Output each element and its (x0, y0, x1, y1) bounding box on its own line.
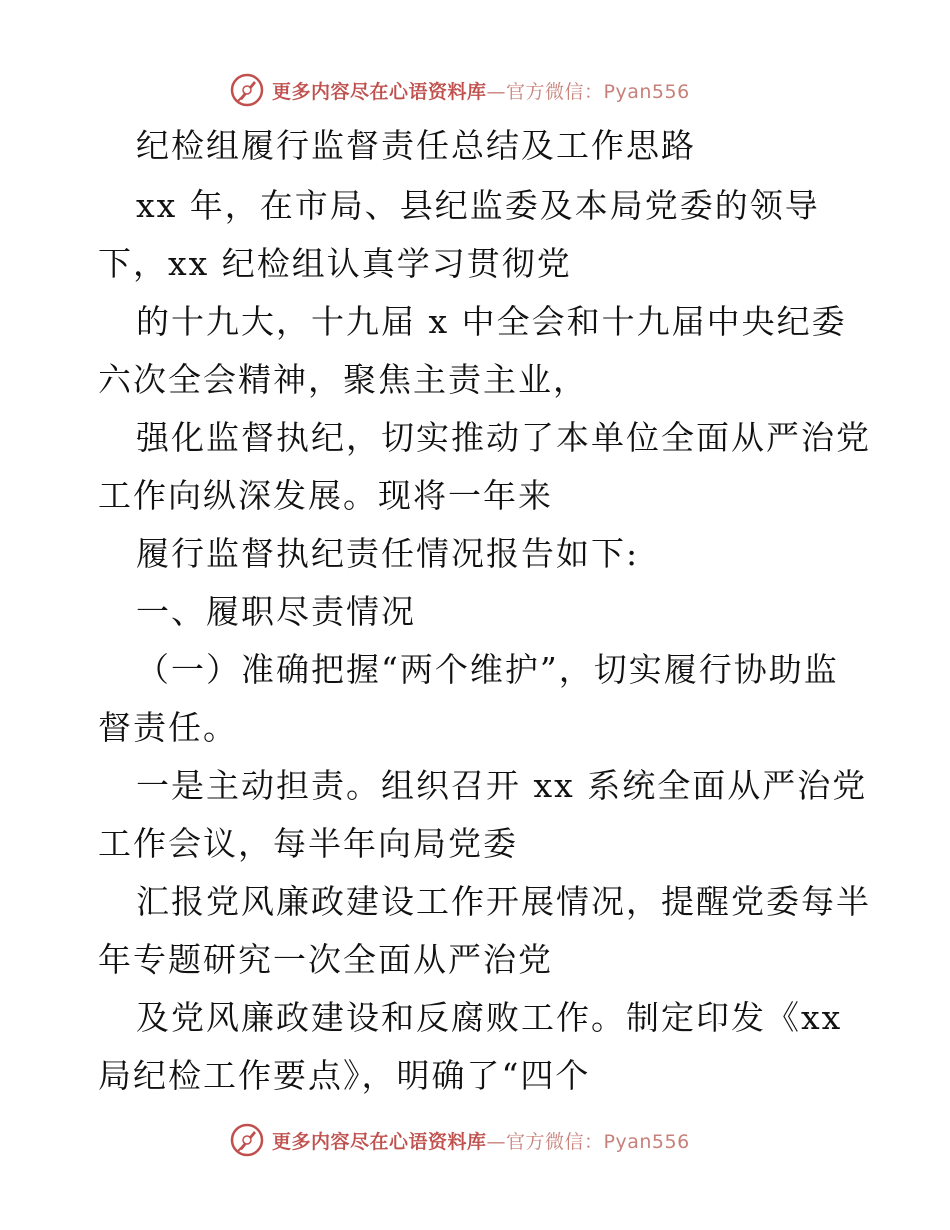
section-heading: 一、履职尽责情况 (136, 592, 416, 631)
paragraph-line: 的十九大，十九届 x 中全会和十九届中央纪委 (136, 302, 847, 341)
doc-title: 纪检组履行监督责任总结及工作思路 (136, 126, 696, 165)
subsection-heading: （一）准确把握“两个维护”，切实履行协助监 (136, 650, 839, 689)
paragraph-line: 一是主动担责。组织召开 xx 系统全面从严治党 (136, 766, 868, 805)
paragraph-line: 工作会议，每半年向局党委 (98, 824, 518, 863)
banner-separator: — (486, 80, 507, 103)
paragraph-line: 六次全会精神，聚焦主责主业， (98, 360, 588, 399)
header-watermark-banner (230, 70, 710, 110)
feather-pen-logo-icon (230, 1123, 264, 1157)
banner-text (272, 1127, 690, 1154)
paragraph-line: xx 年，在市局、县纪监委及本局党委的领导 (136, 186, 820, 225)
paragraph-line: 下，xx 纪检组认真学习贯彻党 (98, 244, 572, 283)
paragraph-line: 履行监督执纪责任情况报告如下: (136, 534, 640, 573)
subsection-heading-cont: 督责任。 (98, 708, 238, 747)
banner-text (272, 77, 690, 104)
banner-title: 更多内容尽在心语资料库 (272, 1130, 487, 1153)
banner-contact: 官方微信：Pyan556 (506, 80, 690, 103)
feather-pen-logo-icon (230, 73, 264, 107)
banner-contact: 官方微信：Pyan556 (506, 1130, 690, 1153)
paragraph-line: 局纪检工作要点》，明确了“四个 (98, 1056, 591, 1095)
paragraph-line: 工作向纵深发展。现将一年来 (98, 476, 553, 515)
paragraph-line: 汇报党风廉政建设工作开展情况，提醒党委每半 (136, 882, 871, 921)
banner-separator: — (486, 1130, 507, 1153)
paragraph-line: 强化监督执纪，切实推动了本单位全面从严治党 (136, 418, 871, 457)
banner-title: 更多内容尽在心语资料库 (272, 80, 487, 103)
paragraph-line: 及党风廉政建设和反腐败工作。制定印发《xx (136, 998, 843, 1037)
footer-watermark-banner (230, 1120, 710, 1160)
paragraph-line: 年专题研究一次全面从严治党 (98, 940, 553, 979)
